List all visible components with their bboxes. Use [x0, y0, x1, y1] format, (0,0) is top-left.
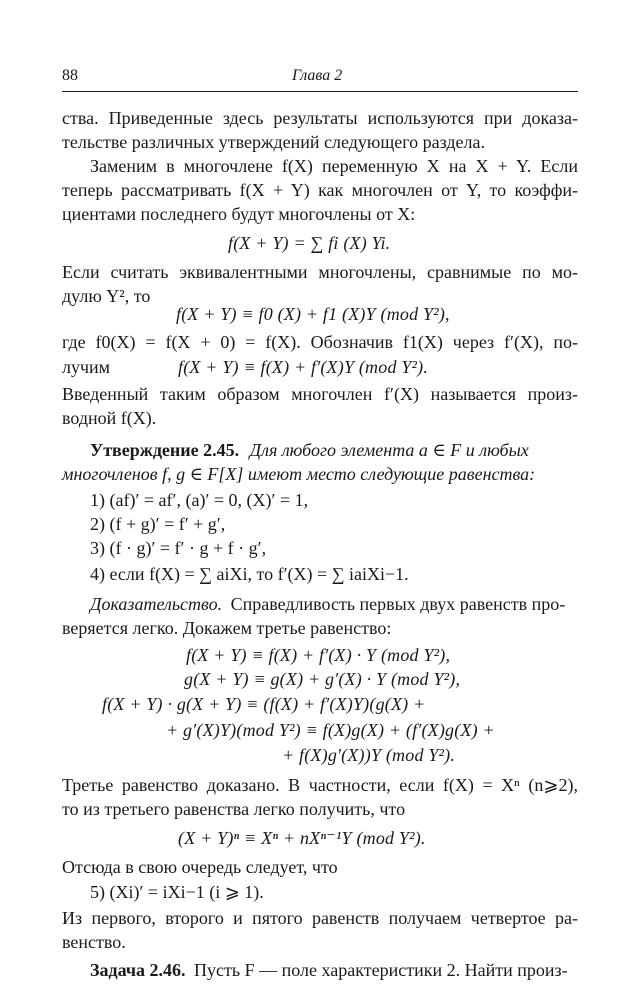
text-line: Если считать эквивалентными многочлены, сравнимые по мо-: [62, 262, 578, 282]
formula: + f(X)g′(X))Y (mod Y²).: [282, 745, 456, 765]
text-line: Введенный таким образом многочлен f′(X) называется произ-: [62, 384, 578, 404]
text-line: где f0(X) = f(X + 0) = f(X). Обозначив f1(X) через f′(X), по-: [62, 332, 578, 352]
statement-text: Для любого элемента a ∈ F и любых: [249, 440, 529, 460]
task-title: Задача 2.46.: [90, 960, 186, 980]
formula: f(X + Y) · g(X + Y) ≡ (f(X) + f′(X)Y)(g(X) +: [102, 694, 426, 714]
page-number: 88: [62, 67, 78, 84]
task-line: [90, 958, 568, 982]
statement-line: многочленов f, g ∈ F[X] имеют место следующие равенства:: [62, 464, 536, 484]
text-line: теперь рассматривать f(X + Y) как многочлен от Y, то коэффи-: [62, 180, 578, 200]
text-line: водной f(X).: [62, 408, 157, 428]
task-text: Пусть F — поле характеристики 2. Найти произ-: [194, 960, 568, 980]
proof-line: [90, 592, 578, 616]
text-line: венство.: [62, 932, 126, 952]
text-line: дулю Y², то: [62, 286, 151, 306]
statement-line: [90, 438, 578, 462]
formula: g(X + Y) ≡ g(X) + g′(X) · Y (mod Y²),: [184, 669, 461, 689]
text-line: тельстве различных утверждений следующего раздела.: [62, 132, 486, 152]
list-item: 2) (f + g)′ = f′ + g′,: [90, 514, 226, 534]
list-item: 3) (f · g)′ = f′ · g + f · g′,: [90, 538, 267, 558]
list-item: 5) (Xi)′ = iXi−1 (i ⩾ 1).: [90, 882, 264, 902]
text-line: веряется легко. Докажем третье равенство:: [62, 618, 392, 638]
statement-title: Утверждение 2.45.: [90, 440, 240, 460]
chapter-title: Глава 2: [292, 67, 343, 84]
proof-label: Доказательство.: [90, 594, 223, 614]
formula: + g′(X)Y)(mod Y²) ≡ f(X)g(X) + (f′(X)g(X) +: [166, 720, 495, 740]
formula: f(X + Y) ≡ f(X) + f′(X)Y (mod Y²).: [178, 357, 429, 377]
text-line: то из третьего равенства легко получить, что: [62, 799, 406, 819]
text-line: циентами последнего будут многочлены от X:: [62, 204, 416, 224]
text-line: Заменим в многочлене f(X) переменную X на X + Y. Если: [90, 156, 578, 176]
formula: f(X + Y) = ∑ fi (X) Yi.: [228, 233, 391, 253]
running-header: [62, 64, 578, 88]
text-line: ства. Приведенные здесь результаты используются при доказа-: [62, 108, 578, 128]
proof-text: Справедливость первых двух равенств про-: [230, 594, 566, 614]
text-line: Отсюда в свою очередь следует, что: [62, 857, 338, 877]
text-line: Третье равенство доказано. В частности, если f(X) = Xⁿ (n⩾2),: [62, 775, 578, 795]
formula: (X + Y)ⁿ ≡ Xⁿ + nXⁿ⁻¹Y (mod Y²).: [178, 828, 426, 848]
text-line: лучим: [62, 357, 111, 377]
list-item: 4) если f(X) = ∑ aiXi, то f′(X) = ∑ iaiXi−1.: [90, 564, 409, 584]
header-rule: [62, 91, 578, 92]
formula: f(X + Y) ≡ f0 (X) + f1 (X)Y (mod Y²),: [176, 304, 450, 324]
formula: f(X + Y) ≡ f(X) + f′(X) · Y (mod Y²),: [186, 645, 451, 665]
text-line: Из первого, второго и пятого равенств получаем четвертое ра-: [62, 908, 578, 928]
list-item: 1) (af)′ = af′, (a)′ = 0, (X)′ = 1,: [90, 490, 309, 510]
